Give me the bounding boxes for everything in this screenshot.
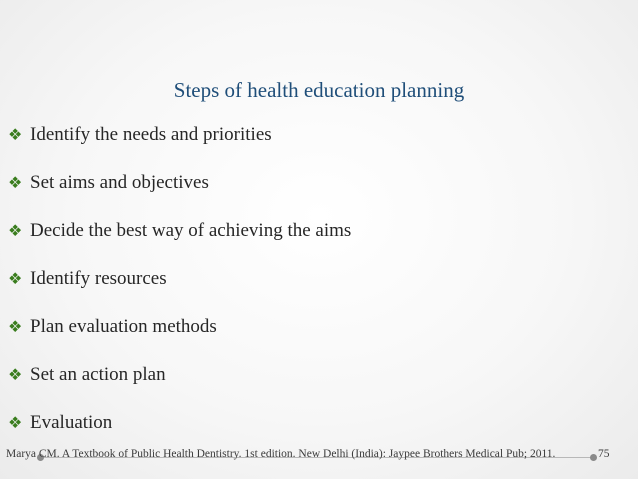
bullet-item — [8, 266, 351, 314]
diamond-bullet-icon: ❖ — [8, 173, 23, 192]
bullet-item — [8, 122, 351, 170]
bullet-text: Set an action plan — [30, 364, 166, 385]
slide-footer — [0, 446, 638, 466]
bullet-item — [8, 170, 351, 218]
citation-text: Marya CM. A Textbook of Public Health Dentistry. 1st edition. New Delhi (India): Jaypee Brothers Medical Pub; 2011. — [6, 448, 556, 460]
bullet-list — [8, 122, 351, 458]
bullet-text: Plan evaluation methods — [30, 316, 217, 337]
bullet-text: Decide the best way of achieving the aims — [30, 220, 352, 241]
bullet-text: Identify resources — [30, 268, 167, 289]
bullet-text: Identify the needs and priorities — [30, 124, 272, 145]
diamond-bullet-icon: ❖ — [8, 317, 23, 336]
bullet-item — [8, 314, 351, 362]
bullet-item — [8, 362, 351, 410]
diamond-bullet-icon: ❖ — [8, 125, 23, 144]
bullet-text: Set aims and objectives — [30, 172, 209, 193]
diamond-bullet-icon: ❖ — [8, 413, 23, 432]
diamond-bullet-icon: ❖ — [8, 269, 23, 288]
diamond-bullet-icon: ❖ — [8, 221, 23, 240]
page-number: 75 — [598, 448, 610, 460]
bullet-text: Evaluation — [30, 412, 113, 433]
bullet-item — [8, 218, 351, 266]
diamond-bullet-icon: ❖ — [8, 365, 23, 384]
slide-title: Steps of health education planning — [173, 78, 465, 102]
